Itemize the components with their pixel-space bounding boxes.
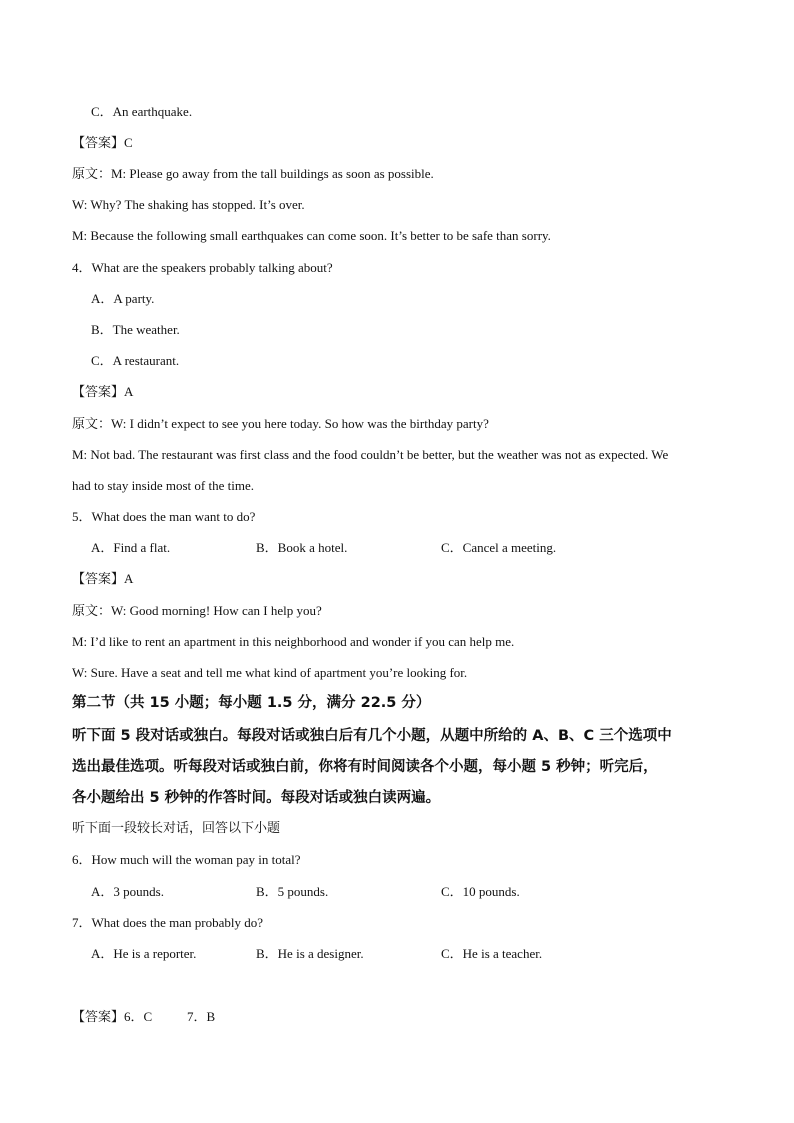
section2-instruction-line-2: 选出最佳选项。听每段对话或独白前，你将有时间阅读各个小题，每小题 5 秒钟；听完后，: [72, 759, 658, 775]
q6-q7-answer: [72, 1008, 272, 1026]
q3-transcript-line-2: W: Why? The shaking has stopped. It’s over.: [72, 197, 305, 212]
q4-answer: 【答案】A: [72, 384, 134, 399]
q3-transcript-line-3: M: Because the following small earthquakes can come soon. It’s better to be safe than sorry.: [72, 228, 551, 243]
q6-option-b: B．5 pounds.: [256, 884, 329, 899]
section2-instruction-line-3: 各小题给出 5 秒钟的作答时间。每段对话或独白读两遍。: [72, 790, 441, 806]
q4-transcript-line-1: 原文：W: I didn’t expect to see you here today. So how was the birthday party?: [72, 416, 489, 431]
listen-prompt: 听下面一段较长对话，回答以下小题: [72, 821, 281, 836]
q6-option-c: C．10 pounds.: [441, 884, 520, 899]
section2-title: 第二节（共 15 小题；每小题 1.5 分，满分 22.5 分）: [72, 695, 431, 711]
q4-option-a: A．A party.: [91, 291, 155, 306]
q3-answer: 【答案】C: [72, 135, 133, 150]
q4-transcript-line-2: M: Not bad. The restaurant was first class and the food couldn’t be better, but the weather was not as expected. We: [72, 447, 669, 462]
q6-answer: 【答案】6．C: [72, 1009, 153, 1024]
q5-transcript-line-3: W: Sure. Have a seat and tell me what kind of apartment you’re looking for.: [72, 665, 468, 680]
q7-option-a: A．He is a reporter.: [91, 946, 197, 961]
q4-option-b: B．The weather.: [91, 322, 180, 337]
q4-transcript-line-3: had to stay inside most of the time.: [72, 478, 254, 493]
q5-option-c: C．Cancel a meeting.: [441, 540, 557, 555]
q5-option-a: A．Find a flat.: [91, 540, 171, 555]
q3-transcript-line-1: 原文：M: Please go away from the tall buildings as soon as possible.: [72, 166, 434, 181]
q5-answer: 【答案】A: [72, 571, 134, 586]
q7-question: 7．What does the man probably do?: [72, 915, 263, 930]
q5-option-b: B．Book a hotel.: [256, 540, 348, 555]
q7-answer: 7．B: [187, 1009, 216, 1024]
q3-option-c: C．An earthquake.: [91, 104, 193, 119]
section2-instruction-line-1: 听下面 5 段对话或独白。每段对话或独白后有几个小题，从题中所给的 A、B、C 三个选项中: [72, 728, 672, 744]
q5-transcript-line-1: 原文：W: Good morning! How can I help you?: [72, 603, 322, 618]
q6-question: 6．How much will the woman pay in total?: [72, 852, 301, 867]
q7-option-b: B．He is a designer.: [256, 946, 364, 961]
q4-option-c: C．A restaurant.: [91, 353, 180, 368]
q4-question: 4．What are the speakers probably talking about?: [72, 260, 333, 275]
q7-option-c: C．He is a teacher.: [441, 946, 543, 961]
q5-question: 5．What does the man want to do?: [72, 509, 256, 524]
q6-option-a: A．3 pounds.: [91, 884, 164, 899]
q5-transcript-line-2: M: I’d like to rent an apartment in this neighborhood and wonder if you can help me.: [72, 634, 515, 649]
